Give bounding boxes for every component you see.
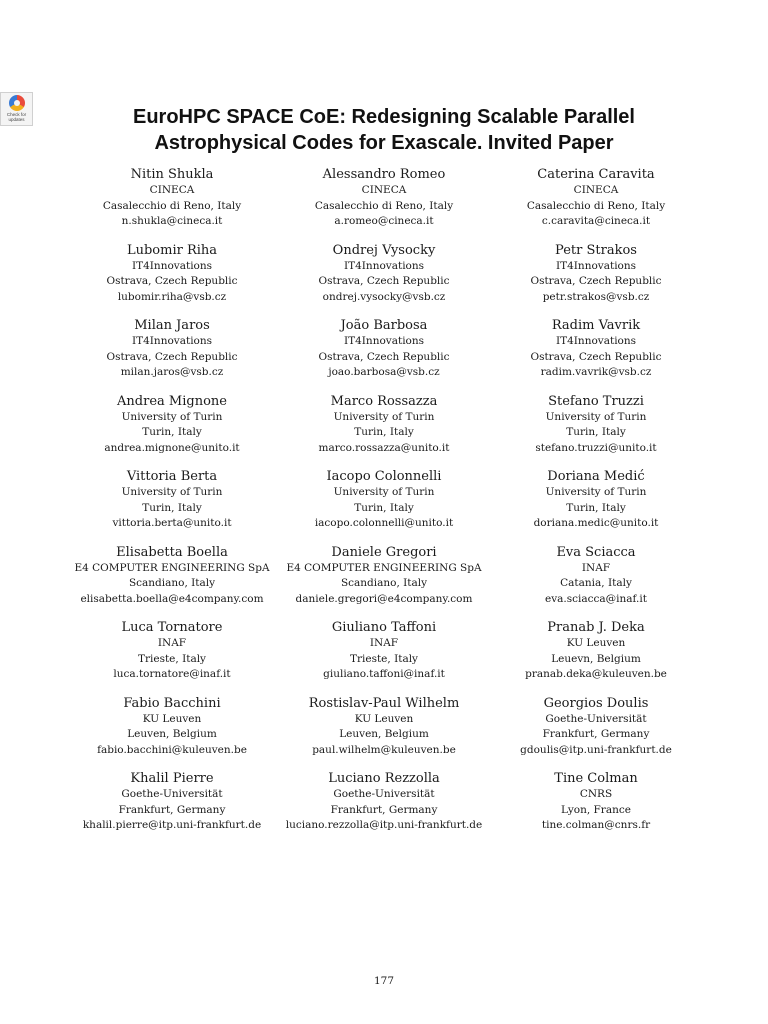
check-for-updates-badge[interactable] xyxy=(0,92,33,126)
author-affiliation: University of Turin xyxy=(121,486,223,498)
author-affiliation: CINECA xyxy=(149,184,195,196)
author-affiliation: CINECA xyxy=(573,184,619,196)
author-block xyxy=(490,695,702,771)
author-email[interactable]: n.shukla@cineca.it xyxy=(121,215,223,227)
author-email[interactable]: elisabetta.boella@e4company.com xyxy=(80,592,264,605)
author-email[interactable]: luciano.rezzolla@itp.uni-frankfurt.de xyxy=(285,819,483,831)
author-block xyxy=(66,317,278,393)
author-location: Frankfurt, Germany xyxy=(542,728,650,740)
author-list xyxy=(66,166,702,846)
author-affiliation: IT4Innovations xyxy=(555,259,637,272)
author-location: Frankfurt, Germany xyxy=(118,803,226,816)
author-name: João Barbosa xyxy=(340,318,428,333)
author-name: Alessandro Romeo xyxy=(322,167,446,182)
author-affiliation: Goethe-Universität xyxy=(121,788,223,800)
author-affiliation: INAF xyxy=(157,637,187,649)
author-email[interactable]: stefano.truzzi@unito.it xyxy=(535,441,657,454)
author-affiliation: KU Leuven xyxy=(354,712,414,725)
author-email[interactable]: paul.wilhelm@kuleuven.be xyxy=(312,743,456,756)
author-affiliation: IT4Innovations xyxy=(343,259,425,272)
author-name: Petr Strakos xyxy=(555,242,637,258)
author-location: Turin, Italy xyxy=(566,501,626,514)
author-block xyxy=(490,393,702,469)
author-email[interactable]: lubomir.riha@vsb.cz xyxy=(117,290,227,303)
author-name: Khalil Pierre xyxy=(130,771,214,786)
author-location: Leuevn, Belgium xyxy=(551,652,641,665)
author-email[interactable]: tine.colman@cnrs.fr xyxy=(541,819,651,831)
author-location: Trieste, Italy xyxy=(349,652,418,665)
author-name: Caterina Caravita xyxy=(537,167,655,182)
author-block xyxy=(66,242,278,318)
author-location: Ostrava, Czech Republic xyxy=(318,350,450,363)
author-email[interactable]: andrea.mignone@unito.it xyxy=(104,441,240,454)
author-location: Ostrava, Czech Republic xyxy=(106,275,238,287)
author-name: Tine Colman xyxy=(554,771,638,786)
author-name: Elisabetta Boella xyxy=(116,544,228,560)
author-location: Turin, Italy xyxy=(142,426,202,438)
author-name: Vittoria Berta xyxy=(126,469,218,484)
author-block xyxy=(278,695,490,771)
author-block xyxy=(66,166,278,242)
author-email[interactable]: ondrej.vysocky@vsb.cz xyxy=(322,290,446,303)
author-location: Casalecchio di Reno, Italy xyxy=(102,199,242,212)
author-affiliation: University of Turin xyxy=(545,486,647,498)
paper-title-line-1: EuroHPC SPACE CoE: Redesigning Scalable Parallel xyxy=(133,106,635,128)
author-email[interactable]: radim.vavrik@vsb.cz xyxy=(540,366,652,378)
author-affiliation: Goethe-Universität xyxy=(333,788,435,800)
paper-title xyxy=(60,104,708,156)
author-name: Stefano Truzzi xyxy=(548,393,644,409)
author-email[interactable]: eva.sciacca@inaf.it xyxy=(545,592,647,605)
author-name: Ondrej Vysocky xyxy=(332,242,436,258)
author-affiliation: Goethe-Universität xyxy=(545,712,647,725)
author-name: Daniele Gregori xyxy=(331,544,437,560)
author-block xyxy=(66,544,278,620)
author-email[interactable]: petr.strakos@vsb.cz xyxy=(542,290,650,303)
author-location: Scandiano, Italy xyxy=(340,577,428,589)
author-affiliation: IT4Innovations xyxy=(343,335,425,347)
author-name: Andrea Mignone xyxy=(117,393,227,409)
author-block xyxy=(490,166,702,242)
author-block xyxy=(66,619,278,695)
author-name: Giuliano Taffoni xyxy=(331,620,437,635)
author-block xyxy=(490,619,702,695)
author-email[interactable]: a.romeo@cineca.it xyxy=(334,215,434,227)
author-affiliation: E4 COMPUTER ENGINEERING SpA xyxy=(286,561,482,574)
author-email[interactable]: joao.barbosa@vsb.cz xyxy=(328,366,440,378)
author-location: Ostrava, Czech Republic xyxy=(106,350,238,363)
author-location: Frankfurt, Germany xyxy=(330,803,438,816)
author-block xyxy=(490,468,702,544)
author-affiliation: INAF xyxy=(581,561,611,574)
author-block xyxy=(490,770,702,846)
author-affiliation: University of Turin xyxy=(333,486,435,498)
author-affiliation: E4 COMPUTER ENGINEERING SpA xyxy=(74,561,270,574)
author-name: Luca Tornatore xyxy=(121,620,223,635)
author-email[interactable]: c.caravita@cineca.it xyxy=(541,215,651,227)
author-affiliation: INAF xyxy=(369,637,399,649)
author-block xyxy=(278,468,490,544)
author-affiliation: KU Leuven xyxy=(142,712,202,725)
author-location: Leuven, Belgium xyxy=(339,728,429,740)
author-name: Radim Vavrik xyxy=(551,318,641,333)
author-block xyxy=(490,317,702,393)
author-block xyxy=(278,166,490,242)
check-for-updates-label: Check for updates xyxy=(6,112,27,122)
author-block xyxy=(490,544,702,620)
author-name: Eva Sciacca xyxy=(556,544,636,560)
author-name: Marco Rossazza xyxy=(330,393,438,409)
author-location: Turin, Italy xyxy=(354,501,414,514)
author-affiliation: IT4Innovations xyxy=(131,335,213,347)
author-email[interactable]: iacopo.colonnelli@unito.it xyxy=(314,517,454,529)
author-email[interactable]: vittoria.berta@unito.it xyxy=(112,517,232,529)
author-location: Ostrava, Czech Republic xyxy=(530,350,662,363)
author-name: Pranab J. Deka xyxy=(547,620,645,635)
author-affiliation: CNRS xyxy=(579,788,613,800)
author-block xyxy=(278,770,490,846)
author-name: Rostislav-Paul Wilhelm xyxy=(308,695,460,711)
author-location: Turin, Italy xyxy=(142,501,202,514)
author-email[interactable]: gdoulis@itp.uni-frankfurt.de xyxy=(520,743,672,756)
author-name: Lubomir Riha xyxy=(126,242,218,258)
author-email[interactable]: daniele.gregori@e4company.com xyxy=(295,592,473,605)
author-location: Casalecchio di Reno, Italy xyxy=(314,199,454,212)
author-block xyxy=(66,393,278,469)
author-block xyxy=(278,544,490,620)
author-affiliation: University of Turin xyxy=(121,410,223,423)
author-location: Lyon, France xyxy=(561,803,631,816)
author-location: Turin, Italy xyxy=(566,426,626,438)
author-block xyxy=(278,242,490,318)
page-number: 177 xyxy=(373,975,395,987)
paper-title-line-2: Astrophysical Codes for Exascale. Invited Paper xyxy=(154,132,614,154)
author-affiliation: CINECA xyxy=(361,184,407,196)
author-affiliation: IT4Innovations xyxy=(131,259,213,272)
author-location: Trieste, Italy xyxy=(137,652,206,665)
author-block xyxy=(490,242,702,318)
author-email[interactable]: khalil.pierre@itp.uni-frankfurt.de xyxy=(82,819,262,831)
check-for-updates-icon xyxy=(9,95,25,111)
author-email[interactable]: pranab.deka@kuleuven.be xyxy=(525,668,667,680)
author-name: Iacopo Colonnelli xyxy=(326,469,442,484)
author-affiliation: KU Leuven xyxy=(566,637,626,649)
author-block xyxy=(66,770,278,846)
author-name: Georgios Doulis xyxy=(543,695,649,711)
author-email[interactable]: milan.jaros@vsb.cz xyxy=(120,366,224,378)
author-name: Doriana Medić xyxy=(547,469,645,484)
author-email[interactable]: fabio.bacchini@kuleuven.be xyxy=(97,743,247,756)
author-name: Fabio Bacchini xyxy=(123,695,221,711)
author-affiliation: University of Turin xyxy=(333,410,435,423)
author-block xyxy=(66,468,278,544)
author-location: Scandiano, Italy xyxy=(128,577,216,589)
author-affiliation: IT4Innovations xyxy=(555,335,637,347)
author-email[interactable]: luca.tornatore@inaf.it xyxy=(113,668,231,680)
author-name: Luciano Rezzolla xyxy=(328,771,440,786)
author-block xyxy=(278,393,490,469)
author-name: Nitin Shukla xyxy=(130,167,214,182)
author-block xyxy=(66,695,278,771)
author-location: Leuven, Belgium xyxy=(127,728,217,740)
author-location: Ostrava, Czech Republic xyxy=(530,275,662,287)
author-name: Milan Jaros xyxy=(134,318,210,333)
author-block xyxy=(278,619,490,695)
author-affiliation: University of Turin xyxy=(545,410,647,423)
author-block xyxy=(278,317,490,393)
author-location: Casalecchio di Reno, Italy xyxy=(526,199,666,212)
author-email[interactable]: doriana.medic@unito.it xyxy=(533,517,659,529)
author-email[interactable]: giuliano.taffoni@inaf.it xyxy=(323,668,445,680)
author-location: Ostrava, Czech Republic xyxy=(318,275,450,287)
author-location: Turin, Italy xyxy=(354,426,414,438)
author-location: Catania, Italy xyxy=(560,577,632,589)
author-email[interactable]: marco.rossazza@unito.it xyxy=(318,441,450,454)
